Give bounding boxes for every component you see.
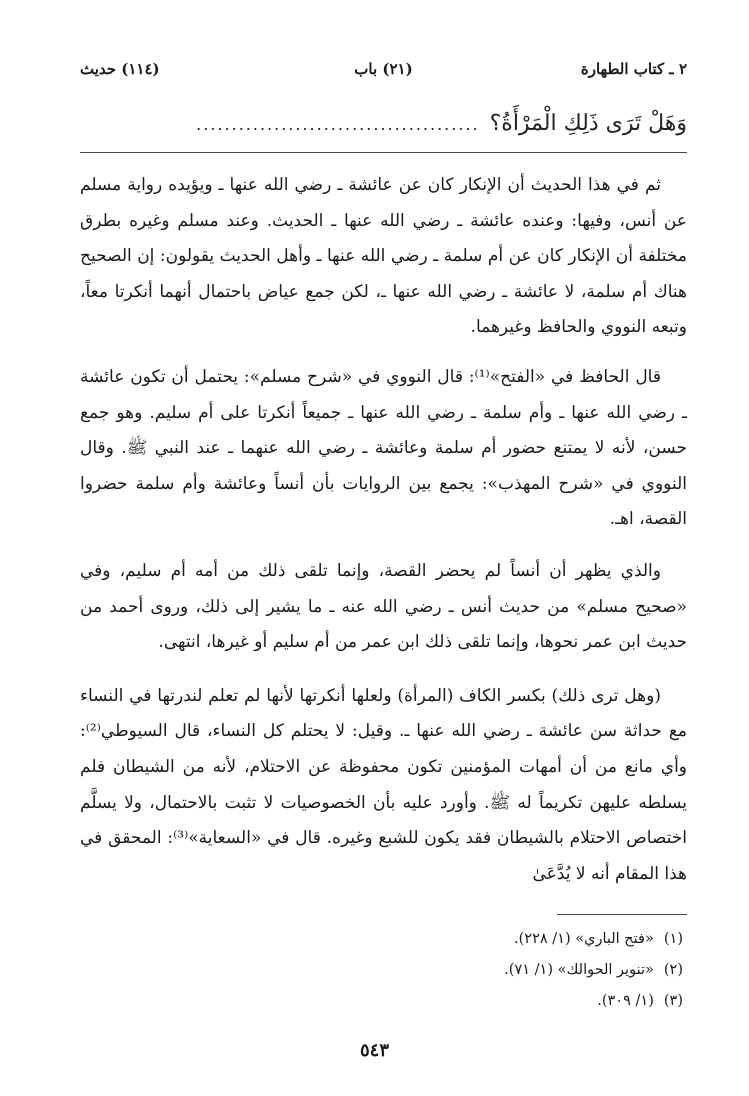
paragraph-4: (وهل ترى ذلك) بكسر الكاف (المرأة) ولعلها أنكرتها لأنها لم تعلم لندرتها في النساء مع حداثة سن عائشة ـ رضي الله عنها ـ. وقيل: لا يحتلم كل النساء، قال السيوطي⁽²⁾: وأي مانع من أن أمهات المؤمنين تكون محفوظة عن الاحتلام، لأنه من الشيطان فلم يسلطه عليهن تكريماً له ﷺ. وأورد عليه بأن الخصوصيات لا تثبت بالاحتمال، ولا يسلَّم اختصاص الاحتلام بالشيطان فقد يكون للشبع وغيره. قال في «السعاية»⁽³⁾: المحقق في هذا المقام أنه لا يُدَّعَىٰ	[80, 685, 687, 884]
header-book-title: ٢ ـ كتاب الطهارة	[580, 60, 687, 78]
footnote-item	[80, 924, 683, 955]
footnote-text: «فتح الباري» (١/ ٢٢٨).	[514, 931, 654, 947]
footnotes	[80, 924, 683, 1017]
header-hadith-number: (١١٤) حديث	[80, 60, 160, 78]
footnote-number: (١)	[663, 931, 683, 947]
footnote-item	[80, 986, 683, 1017]
page-number: ٥٤٣	[359, 1040, 389, 1061]
footnote-text: (١/ ٣٠٩).	[597, 993, 654, 1009]
footnote-text: «تنوير الحوالك» (١/ ٧١).	[504, 962, 654, 978]
matn-line	[80, 104, 687, 144]
header-divider	[80, 152, 687, 153]
matn-leader-dots: ........................................	[196, 115, 480, 134]
paragraph-1: ثم في هذا الحديث أن الإنكار كان عن عائشة ـ رضي الله عنها ـ ويؤيده رواية مسلم عن أنس، وفيها: وعنده عائشة ـ رضي الله عنها ـ الحديث. وعند مسلم وغيره بطرق مختلفة أن الإنكار كان عن أم سلمة ـ رضي الله عنها ـ وأهل الحديث يقولون: إن الصحيح هناك أم سلمة، لا عائشة ـ رضي الله عنها ـ، لكن جمع عياض باحتمال أنهما أنكرتا معاً، وتبعه النووي والحافظ وغيرهما.	[80, 175, 687, 338]
header-chapter: (٢١) باب	[354, 60, 413, 78]
footnote-divider	[557, 914, 687, 915]
commentary-body	[80, 168, 687, 906]
paragraph-2: قال الحافظ في «الفتح»⁽¹⁾: قال النووي في «شرح مسلم»: يحتمل أن تكون عائشة ـ رضي الله عنها ـ وأم سلمة ـ رضي الله عنها ـ جميعاً أنكرتا على أم سليم. وهو جمع حسن، لأنه لا يمتنع حضور أم سلمة وعائشة ـ رضي الله عنهما ـ عند النبي ﷺ. وقال النووي في «شرح المهذب»: يجمع بين الروايات بأن أنساً وعائشة وأم سلمة حضروا القصة، اهـ.	[80, 366, 687, 530]
footnote-number: (٣)	[663, 993, 683, 1009]
footnote-number: (٢)	[663, 962, 683, 978]
footnote-item	[80, 955, 683, 986]
running-header	[80, 60, 687, 86]
matn-text: وَهَلْ تَرَى ذَلِكِ الْمَرْأَةُ؟	[489, 111, 687, 136]
paragraph-3: والذي يظهر أن أنساً لم يحضر القصة، وإنما تلقى ذلك من أمه أم سليم، وفي «صحيح مسلم» من حديث أنس ـ رضي الله عنه ـ ما يشير إلى ذلك، وروى أحمد من حديث ابن عمر نحوها، وإنما تلقى ذلك ابن عمر من أم سليم أو غيرها، انتهى.	[80, 560, 687, 653]
